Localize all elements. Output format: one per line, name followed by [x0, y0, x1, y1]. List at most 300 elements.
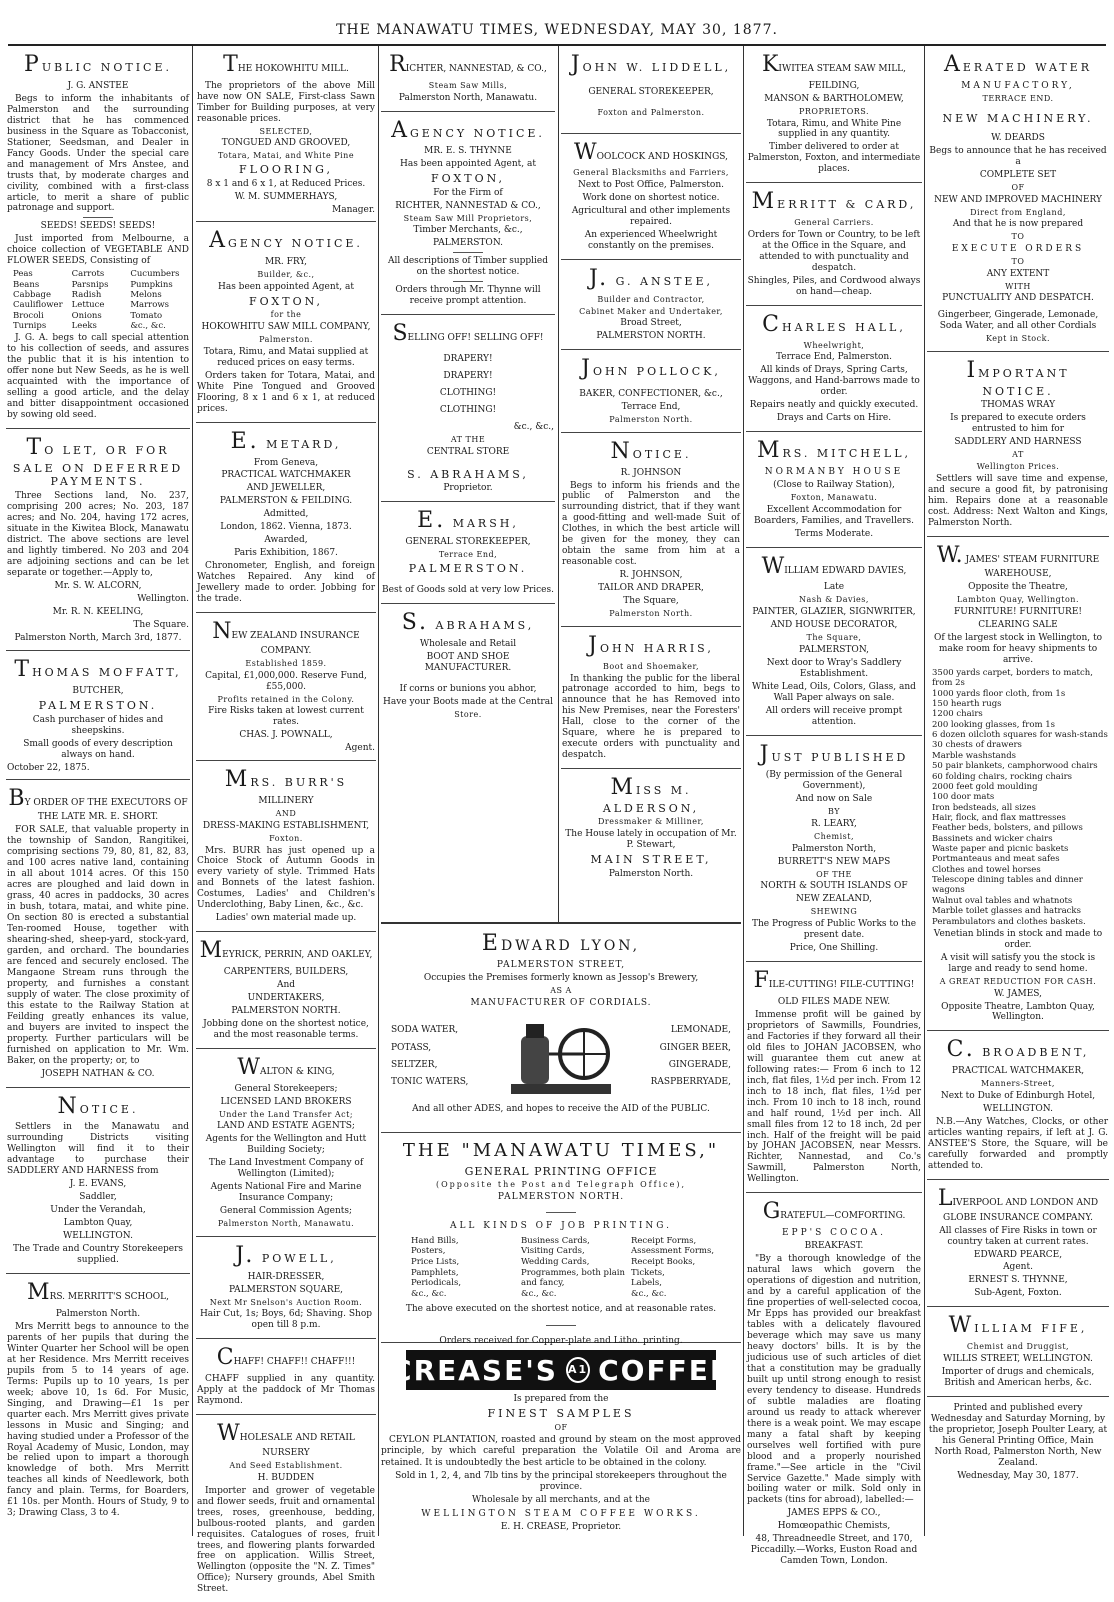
ad-line: MANUFACTORY, [961, 80, 1075, 91]
ad-line: Is prepared from the [513, 1394, 609, 1404]
ad-line: PALMERSTON & FEILDING. [219, 496, 353, 507]
ad-broadbent [927, 1031, 1109, 1179]
ad-line: Cash purchaser of hides and sheepskins. [32, 714, 164, 736]
cordial-item: LEMONADE, [670, 1025, 731, 1036]
ad-line: ANY EXTENT [986, 268, 1050, 279]
ad-name: JOSEPH NATHAN & CO. [41, 1068, 155, 1079]
ad-line: Lambton Quay, Wellington. [956, 595, 1080, 605]
ad-line: TONGUED AND GROOVED, [221, 138, 351, 149]
seed-list [7, 269, 189, 331]
job-item: and fancy, [521, 1278, 565, 1289]
ad-title: THE HOKOWHITU MILL. [223, 52, 349, 77]
ad-title: FILE-CUTTING! FILE-CUTTING! [753, 968, 915, 994]
ad-title: CHAFF! CHAFF!! CHAFF!!! [216, 1345, 356, 1371]
column-rule [378, 46, 379, 1536]
ad-abrahams [381, 604, 555, 726]
ad-agency-thynne [381, 112, 555, 316]
ad-davies [746, 548, 922, 736]
ad-file-cutting [746, 962, 922, 1193]
ad-line: Excellent Accommodation for Boarders, Families, and Travellers. [754, 504, 914, 526]
ad-harris [561, 627, 741, 769]
ad-line: Occupies the Premises formerly known as Jessop's Brewery, [423, 972, 699, 983]
ad-name: H. BUDDEN [257, 1472, 315, 1483]
ad-name: W. JAMES, [994, 988, 1042, 999]
ad-line: GENERAL STOREKEEPER, [588, 86, 714, 97]
ad-line: Profits retained in the Colony. [217, 694, 355, 704]
ad-line: Late [823, 582, 845, 593]
ad-agency-fry [196, 222, 376, 422]
ad-name: THOMAS WRAY [980, 400, 1056, 411]
ad-line: WELLINGTON. [983, 1103, 1053, 1114]
ad-line: Terrace End, Palmerston. [775, 352, 893, 363]
ad-title: MERRITT & CARD, [751, 189, 917, 215]
ad-line: Palmerston North. [609, 609, 693, 619]
ad-line: Palmerston North. [609, 414, 693, 424]
imprint-text: Printed and published every Wednesday and Saturday Morning, by the proprietor, Joseph Poulter Leary, at his General Printing Office, Main North Road, Palmerston North, New Zealand. [928, 1402, 1108, 1468]
seed-item: Cucumbers [130, 269, 180, 280]
ad-body: Just imported from Melbourne, a choice collection of VEGETABLE AND FLOWER SEEDS, Consisting of [7, 234, 189, 267]
ad-aerated-water [927, 46, 1109, 352]
ad-line: Under the Land Transfer Act; [218, 1109, 354, 1119]
ad-line: Steam Saw Mill Proprietors, [403, 213, 533, 223]
cordial-item: GINGERADE, [668, 1059, 731, 1070]
ad-line: CLEARING SALE [978, 620, 1058, 631]
ad-line: SADDLERY AND HARNESS [954, 437, 1082, 448]
ad-line: An experienced Wheelwright constantly on the premises. [584, 230, 718, 251]
ad-line: CARPENTERS, BUILDERS, [223, 967, 349, 978]
ad-title: WOOLCOCK AND HOSKINGS, [574, 139, 728, 165]
ad-line: 8 x 1 and 6 x 1, at Reduced Prices. [206, 178, 366, 189]
seed-item: Peas [13, 269, 33, 280]
ad-mitchell [746, 432, 922, 547]
ad-hokowhitu-mill [196, 46, 376, 222]
ad-body: Three Sections land, No. 237, comprising 200 acres; No. 203, 187 acres; and No. 204, having 172 acres, situate in the Kiwitea Block, Manawatu district. The above sections are level and lightly timbered. No 203 and 204 are adjoining sections and can be let separate or together.—Apply to, [7, 490, 189, 578]
ad-line: If corns or bunions you abhor, [399, 683, 537, 694]
ad-line: Agents National Fire and Marine Insurance Company; [210, 1182, 362, 1204]
furniture-item: Bassinets and wicker chairs [932, 833, 1053, 844]
column-2 [196, 46, 376, 1595]
ad-line: 48, Threadneedle Street, and 170, Piccadilly.—Works, Euston Road and Camden Town, London. [750, 1534, 918, 1567]
ad-line: Nash & Davies, [799, 595, 869, 605]
ad-line: PALMERSTON. [408, 561, 528, 575]
ad-line: And [276, 980, 296, 991]
imprint-date: Wednesday, May 30, 1877. [957, 1470, 1079, 1481]
ad-line: General Carriers. [794, 218, 874, 228]
ad-title: AERATED WATER [944, 52, 1092, 77]
ad-line: E. H. CREASE, Proprietor. [500, 1521, 622, 1532]
ad-line: Has been appointed Agent, at [217, 282, 354, 293]
ad-title: THE "MANAWATU TIMES," [402, 1140, 720, 1161]
ad-title: C. BROADBENT, [946, 1037, 1090, 1063]
a1-badge: A1 [566, 1357, 590, 1383]
ad-line: Foxton. [269, 833, 303, 843]
ad-line: And now on Sale [795, 794, 873, 805]
ad-line: GENERAL PRINTING OFFICE [464, 1164, 658, 1178]
ad-notice-evans [6, 1088, 190, 1274]
ad-line: PALMERSTON NORTH. [497, 1192, 625, 1203]
ad-nz-insurance [196, 613, 376, 761]
ad-line: NORMANBY HOUSE [764, 466, 904, 477]
ad-line: General Blacksmiths and Farriers, [573, 168, 729, 178]
ad-line: Store. [454, 709, 482, 719]
ad-line: Fire Risks taken at lowest current rates. [208, 706, 364, 728]
ad-line: And that he is now prepared [952, 219, 1084, 230]
ad-title: THOMAS MOFFATT, [14, 657, 182, 683]
seed-item: Tomato [130, 310, 163, 321]
ad-line: ALL KINDS OF JOB PRINTING. [449, 1220, 673, 1231]
ad-line: CLOTHING! [439, 387, 497, 398]
job-item: Wedding Cards, [521, 1257, 590, 1267]
ad-title: NOTICE. [610, 438, 692, 464]
ad-line: EXECUTE ORDERS [951, 244, 1085, 255]
job-item: Posters, [411, 1246, 446, 1257]
ad-line: BREAKFAST. [804, 1241, 864, 1252]
ad-line: Work done on shortest notice. [582, 193, 720, 204]
ad-line: Next to Post Office, Palmerston. [578, 180, 724, 191]
ad-line: Manners-Street, [981, 1079, 1055, 1089]
ad-line: MAIN STREET, [590, 853, 712, 867]
seed-item: Parsnips [71, 279, 109, 290]
ad-line: PUNCTUALITY AND DESPATCH. [942, 293, 1094, 304]
column-rule [558, 46, 559, 922]
furniture-item: Marble washstands [932, 750, 1017, 761]
ad-body: CHAFF supplied in any quantity. Apply at the paddock of Mr Thomas Raymond. [197, 1374, 375, 1407]
seed-item: Beans [13, 279, 40, 290]
ad-title: PUBLIC NOTICE. [24, 52, 172, 77]
ad-line: Small goods of every description always on hand. [23, 738, 173, 760]
job-item: Periodicals, [411, 1278, 462, 1289]
furniture-item: Marble toilet glasses and hatracks [932, 906, 1081, 917]
ad-line: Totara, Rimu, and White Pine supplied in any quantity. [766, 118, 902, 140]
ad-line: Orders through Mr. Thynne will receive prompt attention. [395, 285, 541, 307]
ad-title: WHOLESALE AND RETAIL NURSERY [217, 1421, 355, 1458]
ad-line: RICHTER, NANNESTAD & CO., [395, 200, 541, 211]
ad-title: J. G. ANSTEE, [589, 265, 713, 291]
ad-line: FOXTON, [248, 295, 324, 308]
ad-line: Timber delivered to order at Palmerston, Foxton, and intermediate places. [747, 142, 921, 175]
ad-line: WILLIS STREET, WELLINGTON. [943, 1353, 1093, 1364]
ad-line: The Square, [806, 633, 862, 643]
seed-item: Onions [71, 310, 102, 321]
ad-line: Best of Goods sold at very low Prices. [382, 584, 554, 595]
furniture-item: 100 door mats [932, 792, 995, 803]
ad-line: CLOTHING! [439, 404, 497, 415]
ad-body: Immense profit will be gained by proprietors of Sawmills, Foundries, and Factories if they forward all their old files to JOHAN JACOBSEN, who will guarantee them cut anew at following rates:— From 6 inch to 12 inch, flat files, 1½d per inch. From 12 inch to 18 inch, flat files, 1½d per inch. From 10 inch to 18 inch, round and half round, 1½d per inch. All small files from 12 to 18 inch, 2d per inch. Half of the freight will be paid by JOHAN JACOBSEN, near Messrs. Richter, Nannestad, and Co.'s Sawmill, Palmerston North, Wellington. [747, 1009, 921, 1185]
ad-line: NEW ZEALAND, [796, 894, 872, 905]
ad-line: (Opposite the Post and Telegraph Office), [435, 1180, 687, 1190]
ad-title: LIVERPOOL AND LONDON AND GLOBE INSURANCE COMPANY. [937, 1185, 1099, 1223]
ad-line: Totara, Matai, and White Pine [217, 151, 355, 161]
ad-title: CHARLES HALL, [762, 311, 906, 337]
ad-line: Price, One Shilling. [789, 943, 879, 954]
column-6 [927, 46, 1109, 1536]
ad-line: FEILDING, [808, 80, 860, 91]
ad-title: IMPORTANT NOTICE. [966, 358, 1070, 398]
ad-line: Agents for the Wellington and Hutt Building Society; [205, 1134, 367, 1156]
ad-name: EDWARD PEARCE, [973, 1249, 1063, 1260]
ad-body: Settlers in the Manawatu and surrounding Districts visiting Wellington will find it to their advantage to purchase their SADDLERY AND HARNESS from [7, 1122, 189, 1177]
job-list [381, 1236, 741, 1300]
ad-body: Begs to inform his friends and the public of Palmerston and the surrounding district, that if they want a good-fitting and well-made Suit of Clothes, in which the best article will be given for the money, they can obtain the same from him at a reasonable cost. [562, 480, 740, 568]
cordial-item: GINGER BEER, [659, 1042, 731, 1053]
ad-body: CEYLON PLANTATION, roasted and ground by steam on the most approved principle, by which careful preparation the Volatile Oil and Aroma are retained. It is undoubtedly the best article to be obtained in the colony. [381, 1435, 741, 1468]
furniture-item: 6 dozen oilcloth squares for wash-stands [932, 730, 1108, 741]
ad-line: SHEWING [810, 907, 858, 917]
ad-line: Under the Verandah, [50, 1205, 146, 1216]
ad-james-furniture [927, 537, 1109, 1032]
ad-name: CHAS. J. POWNALL, [239, 730, 333, 741]
ad-line: PRACTICAL WATCHMAKER, [951, 1066, 1085, 1077]
ad-line: Next Mr Snelson's Auction Room. [209, 1297, 363, 1307]
ad-metard [196, 423, 376, 613]
ad-line: Wholesale and Retail [419, 638, 517, 649]
ad-line: Sub-Agent, Foxton. [974, 1288, 1062, 1299]
ad-line: BAKER, CONFECTIONER, &c., [579, 389, 723, 400]
ad-burr [196, 761, 376, 932]
job-item: Tickets, [631, 1267, 665, 1278]
ad-line: Palmerston North. [55, 1308, 141, 1319]
ad-title: TO LET, OR FOR SALE ON DEFERRED PAYMENTS. [12, 435, 184, 489]
ad-line: PALMERSTON NORTH. [596, 331, 706, 342]
ad-walton-king [196, 1049, 376, 1237]
ad-line: AND [275, 809, 297, 819]
ad-line: All orders will receive prompt attention. [765, 705, 903, 727]
ad-line: Palmerston North. [608, 868, 694, 879]
ad-line: Ladies' own material made up. [215, 913, 357, 924]
ad-body: FOR SALE, that valuable property in the township of Sandon, Rangitikei, comprising sections 79, 80, 81, 82, 83, and 100 acres native land, containing in all about 1014 acres. Of this 150 acres are ploughed and laid down in grass, 40 acres in paddocks, 30 acres in bush, totara, matai, and white pine. On section 80 is erected a substantial Ten-roomed House, together with shearing-shed, sheep-yard, stock-yard, garden, and orchard. The boundaries are fenced and securely enclosed. The Mangaone Stream runs through the property, and furnishes a constant supply of water. The close proximity of this estate to the Railway Station at Feilding greatly enhances its value, and buyers are invited to inspect the property. Further particulars will be furnished on application to Mr. Wm. Baker, on the property; or, to [7, 825, 189, 1066]
ad-line: Dressmaker & Milliner, [598, 817, 704, 827]
ad-line: London, 1862. Vienna, 1873. [220, 522, 352, 533]
ad-line: PAINTER, GLAZIER, SIGNWRITER, [752, 607, 916, 618]
ad-line: HOKOWHITU SAW MILL COMPANY, [201, 322, 371, 333]
job-item: Hand Bills, [411, 1235, 459, 1246]
ad-line: Steam Saw Mills, [428, 80, 508, 90]
ad-title: EDWARD LYON, [481, 931, 641, 956]
ad-to-let [6, 429, 190, 651]
ad-line: Chemist, [813, 832, 854, 842]
ad-date: Palmerston North, March 3rd, 1877. [14, 632, 182, 643]
job-item: Business Cards, [521, 1235, 590, 1246]
ad-title: WALTON & KING, [237, 1054, 335, 1080]
ad-public-notice [6, 46, 190, 429]
ad-line: Capital, £1,000,000. Reserve Fund, £55,000. [205, 670, 367, 692]
ad-line: Wholesale by all merchants, and at the [472, 1495, 650, 1506]
furniture-item: 1200 chairs [932, 709, 983, 720]
job-item: &c., &c. [411, 1288, 447, 1299]
cordial-machine-illustration [506, 1014, 616, 1100]
ad-line: From Geneva, [253, 457, 319, 468]
ad-title: JOHN HARRIS, [588, 632, 714, 658]
ad-line: Agent. [1003, 1262, 1033, 1273]
ad-title: WILLIAM EDWARD DAVIES, [761, 553, 907, 579]
ad-liddell [561, 46, 741, 134]
ad-body: Begs to inform the inhabitants of Palmerston and the surrounding district that he has commenced business in the Square as Tobacconist, Stationer, Seedsman, and Dealer in Fancy Goods. Under the special care and management of Mrs Anstee, and trusts that, by moderate charges and civility, combined with a first-class article, to merit a share of public patronage and support. [7, 93, 189, 214]
ad-line: TAILOR AND DRAPER, [598, 583, 704, 594]
ad-body: Mrs. BURR has just opened up a Choice Stock of Autumn Goods in every variety of style. Trimmed Hats and Bonnets of the latest fashion. Costumes, Ladies' and Children's Underclothing, Baby Linen, &c., &c. [197, 845, 375, 911]
furniture-item: Clothes and towel horses [932, 864, 1041, 875]
furniture-item: 30 chests of drawers [932, 740, 1022, 751]
ad-line: Palmerston North, Manawatu. [217, 1219, 355, 1229]
ad-name: R. JOHNSON, [619, 570, 683, 581]
ad-line: Terrace End, [438, 549, 498, 559]
ad-name: JAMES EPPS & CO., [787, 1508, 881, 1519]
furniture-item: Iron bedsteads, all sizes [932, 802, 1036, 813]
ad-line: OF THE [816, 869, 852, 879]
ad-title: RICHTER, NANNESTAD, & CO., [389, 52, 547, 77]
ad-body: Settlers will save time and expense, and secure a good fit, by patronising him. Repairs done at a reasonable cost. Address: Next Walton and Kings, Palmerston North. [928, 473, 1108, 528]
ad-line: COMPLETE SET [979, 169, 1057, 180]
ad-body: Mrs Merritt begs to announce to the parents of her pupils that during the Winter Quarter her School will be open at her Residence. Mrs Merritt receives pupils from 5 to 14 years of age. Terms: Pupils up to 10 years, 1s per week; above 10, 1s 6d. For Music, Singing, and Drawing—£1 1s per quarter each. Mrs Merritt gives private lessons in Music and Singing; and having studied under a Professor of the Royal Academy of Music, London, may be relied upon to impart a thorough knowledge of both. Mrs Merritt teaches all kinds of Needlework, both fancy and plain. Terms, for Boarders, £1 10s. per Month. Hours of Study, 9 to 3; Drawing Class, 3 to 4. [7, 1321, 189, 1519]
ad-line: Foxton and Palmerston. [597, 107, 705, 117]
ad-line: DRAPERY! [443, 354, 493, 365]
furniture-item: 60 folding chairs, rocking chairs [932, 771, 1073, 782]
ad-line: BY [827, 807, 841, 817]
furniture-item: Perambulators and clothes baskets. [932, 916, 1086, 927]
ad-body: Orders taken for Totara, Matai, and White Pine Tongued and Grooved Flooring, 8 x 1 and 6 x 1, at reduced prices. [197, 370, 375, 414]
ad-title: AGENCY NOTICE. [391, 117, 545, 143]
seed-item: Turnips [13, 321, 47, 332]
furniture-item: Walnut oval tables and whatnots [932, 895, 1073, 906]
ad-line: Of the largest stock in Wellington, to make room for heavy shipments to arrive. [933, 633, 1103, 665]
ad-line: For the Firm of [433, 187, 503, 198]
ad-line: All classes of Fire Risks in town or country taken at current rates. [939, 1225, 1097, 1247]
column-3 [381, 46, 555, 920]
ad-line: OF [554, 1423, 568, 1432]
furniture-item: 1000 yards floor cloth, from 1s [932, 688, 1066, 699]
ad-title: MRS. MERRITT'S SCHOOL, [27, 1280, 169, 1306]
ad-line: Wheelwright, [803, 340, 865, 350]
ad-line: Terms Moderate. [794, 528, 874, 539]
ad-line: A GREAT REDUCTION FOR CASH. [939, 976, 1097, 986]
ad-edward-lyon [381, 922, 741, 1133]
ad-line: CENTRAL STORE [426, 446, 510, 457]
seed-item: Lettuce [71, 300, 105, 311]
ad-line: Manager. [331, 204, 375, 215]
ad-line: PALMERSTON SQUARE, [228, 1284, 344, 1295]
ad-line: AT THE [450, 434, 486, 444]
ad-line: Venetian blinds in stock and made to order. [933, 928, 1103, 950]
ad-line: LAND AND ESTATE AGENTS; [217, 1121, 355, 1132]
ad-name: Mr. R. N. KEELING, [52, 606, 144, 617]
ad-line: Jobbing done on the shortest notice, and the most reasonable terms. [203, 1019, 369, 1040]
ad-charles-hall [746, 306, 922, 432]
banner-text: COFFEE [598, 1353, 731, 1387]
seed-item: Brocoli [13, 310, 44, 321]
ad-body: The proprietors of the above Mill have now ON SALE, First-class Sawn Timber for Building purposes, at very reasonable prices. [197, 80, 375, 124]
ad-line: AND HOUSE DECORATOR, [770, 620, 898, 631]
ad-epps-cocoa [746, 1193, 922, 1574]
ad-powell [196, 1237, 376, 1339]
ad-line: WELLINGTON. [63, 1231, 133, 1242]
ad-line: Palmerston North, Manawatu. [398, 92, 538, 103]
ad-line: WELLINGTON STEAM COFFEE WORKS. [421, 1508, 701, 1519]
ad-line: Boot and Shoemaker, [603, 661, 699, 671]
ad-title: KIWITEA STEAM SAW MILL, [761, 52, 907, 77]
cordial-item: SELTZER, [391, 1059, 438, 1070]
ad-title: SELLING OFF! SELLING OFF! [392, 321, 544, 347]
ad-line: Terrace End, [621, 402, 681, 412]
cordial-item: POTASS, [391, 1042, 432, 1053]
ad-line: Foxton, Manawatu. [790, 492, 878, 502]
seed-item: Radish [71, 290, 102, 301]
ad-title: WILLIAM FIFE, [948, 1313, 1088, 1339]
ad-title: MISS M. ALDERSON, [602, 775, 700, 816]
ad-title: JOHN W. LIDDELL, [570, 52, 732, 77]
ad-title: JUST PUBLISHED [759, 741, 909, 767]
ad-executors [6, 780, 190, 1088]
coffee-banner [391, 1350, 731, 1390]
job-item: Receipt Forms, [631, 1235, 697, 1246]
ad-line: OLD FILES MADE NEW. [777, 996, 891, 1007]
furniture-item: 150 hearth rugs [932, 699, 1002, 709]
ad-fife [927, 1307, 1109, 1396]
ad-line: The Square. [133, 619, 189, 630]
ad-title: MRS. BURR'S [224, 767, 348, 793]
ad-subtitle: SEEDS! SEEDS! SEEDS! [40, 221, 156, 232]
job-item: Assessment Forms, [631, 1246, 715, 1257]
ad-name: J. G. ANSTEE [67, 80, 129, 91]
ad-line: FOXTON, [430, 172, 506, 186]
ad-line: BUTCHER, [72, 686, 124, 697]
ad-line: (Close to Railway Station), [773, 479, 895, 490]
masthead: THE MANAWATU TIMES, WEDNESDAY, MAY 30, 1877. [8, 22, 1106, 46]
ad-line: HAIR-DRESSER, [247, 1271, 325, 1282]
ad-title: BY ORDER OF THE EXECUTORS OF THE LATE MR. E. SHORT. [8, 785, 188, 823]
ad-line: BOOT AND SHOE MANUFACTURER. [424, 651, 512, 673]
ad-name: MR. FRY, [264, 257, 308, 268]
ad-line: Repairs neatly and quickly executed. [749, 400, 919, 411]
cordial-item: SODA WATER, [391, 1025, 459, 1036]
ad-line: SELECTED, [259, 126, 313, 136]
ad-line: LICENSED LAND BROKERS [220, 1096, 352, 1107]
ad-name: J. E. EVANS, [69, 1179, 127, 1190]
ad-line: Opposite the Theatre, [968, 582, 1068, 593]
job-item: Pamphlets, [411, 1267, 459, 1278]
ad-liverpool-insurance [927, 1180, 1109, 1308]
ad-just-published [746, 736, 922, 962]
ad-line: Wellington. [137, 593, 189, 604]
job-item: Labels, [631, 1278, 662, 1289]
ad-title: AGENCY NOTICE. [209, 228, 363, 254]
ad-line: The Square, [623, 596, 679, 607]
ad-line: Orders for Town or Country, to be left at the Office in the Square, and attended to with punctuality and despatch. [747, 229, 921, 273]
ad-line: And all other ADES, and hopes to receive the AID of the PUBLIC. [412, 1104, 710, 1115]
ad-title: W. JAMES' STEAM FURNITURE WAREHOUSE, [936, 542, 1100, 580]
ad-title: J. POWELL, [235, 1242, 337, 1268]
column-rule [192, 46, 193, 1536]
ad-line: Saddler, [79, 1192, 117, 1203]
ad-line: TO [1011, 256, 1025, 266]
column-1 [6, 46, 190, 1536]
ad-title: S. ABRAHAMS, [401, 609, 535, 635]
ad-line: Timber Merchants, &c., [413, 225, 523, 236]
imprint [927, 1397, 1109, 1489]
furniture-item: Telescope dining tables and dinner wagons [932, 875, 1083, 896]
ad-title: GRATEFUL—COMFORTING. [762, 1199, 906, 1225]
ad-meyrick [196, 932, 376, 1049]
furniture-item: Waste paper and picnic baskets [932, 844, 1069, 855]
ad-line: TERRACE END. [982, 93, 1054, 103]
ad-name: W. M. SUMMERHAYS, [234, 191, 338, 202]
ad-line: Sold in 1, 2, 4, and 7lb tins by the principal storekeepers throughout the province. [395, 1470, 727, 1492]
ad-name: ERNEST S. THYNNE, [968, 1275, 1068, 1286]
ad-line: Palmerston North, [791, 843, 877, 854]
ad-line: Next to Duke of Edinburgh Hotel, [940, 1090, 1096, 1101]
ad-line: Paris Exhibition, 1867. [234, 548, 338, 559]
cordial-item: TONIC WATERS, [391, 1077, 469, 1087]
ad-title: NOTICE. [57, 1093, 139, 1119]
ad-name: S. ABRAHAMS, [407, 467, 529, 481]
